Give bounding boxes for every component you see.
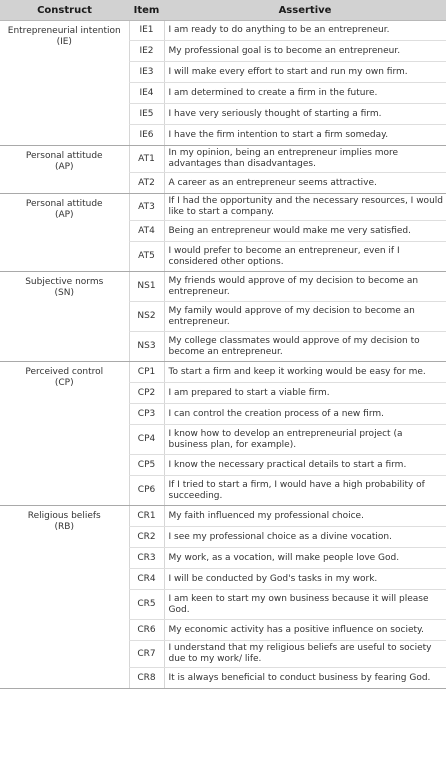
item-code: CP1 xyxy=(129,362,164,383)
assertive-text: I have the firm intention to start a firm someday. xyxy=(164,125,446,146)
construct-name: Perceived control xyxy=(25,367,104,377)
item-code: AT3 xyxy=(129,194,164,221)
item-code: NS3 xyxy=(129,332,164,362)
construct-cell xyxy=(0,146,129,194)
construct-name: Personal attitude xyxy=(25,151,103,161)
item-code: CR4 xyxy=(129,569,164,590)
construct-name: Religious beliefs xyxy=(27,511,101,521)
assertive-text: I have very seriously thought of starting a firm. xyxy=(164,104,446,125)
assertive-text: I am prepared to start a viable firm. xyxy=(164,383,446,404)
construct-cell xyxy=(0,362,129,506)
item-code: CP2 xyxy=(129,383,164,404)
table-row xyxy=(0,194,446,221)
item-code: CP6 xyxy=(129,476,164,506)
construct-name: Personal attitude xyxy=(25,199,103,209)
construct-cell xyxy=(0,194,129,272)
assertive-text: To start a firm and keep it working would be easy for me. xyxy=(164,362,446,383)
table-row xyxy=(0,146,446,173)
item-code: IE5 xyxy=(129,104,164,125)
item-code: IE6 xyxy=(129,125,164,146)
assertive-text: I can control the creation process of a new firm. xyxy=(164,404,446,425)
assertive-text: My college classmates would approve of my decision to become an entrepreneur. xyxy=(164,332,446,362)
item-code: AT4 xyxy=(129,221,164,242)
item-code: CR5 xyxy=(129,590,164,620)
assertive-text: My family would approve of my decision to become an entrepreneur. xyxy=(164,302,446,332)
header-construct: Construct xyxy=(0,0,129,21)
assertive-text: I am determined to create a firm in the future. xyxy=(164,83,446,104)
table-row xyxy=(0,272,446,302)
assertive-text: I will make every effort to start and run my own firm. xyxy=(164,62,446,83)
assertive-text: I will be conducted by God's tasks in my work. xyxy=(164,569,446,590)
header-row xyxy=(0,0,446,21)
construct-name: Entrepreneurial intention xyxy=(7,26,121,36)
assertive-text: A career as an entrepreneur seems attractive. xyxy=(164,173,446,194)
construct-cell xyxy=(0,21,129,146)
assertive-text: It is always beneficial to conduct business by fearing God. xyxy=(164,668,446,689)
assertive-text: Being an entrepreneur would make me very satisfied. xyxy=(164,221,446,242)
item-code: IE2 xyxy=(129,41,164,62)
table-row xyxy=(0,506,446,527)
construct-abbr: (AP) xyxy=(54,210,74,220)
assertive-text: In my opinion, being an entrepreneur implies more advantages than disadvantages. xyxy=(164,146,446,173)
item-code: CR3 xyxy=(129,548,164,569)
construct-cell xyxy=(0,506,129,689)
construct-abbr: (SN) xyxy=(54,288,74,298)
assertive-text: I understand that my religious beliefs are useful to society due to my work/ life. xyxy=(164,641,446,668)
item-code: IE1 xyxy=(129,21,164,41)
construct-abbr: (IE) xyxy=(56,37,72,47)
construct-name: Subjective norms xyxy=(25,277,104,287)
item-code: CR6 xyxy=(129,620,164,641)
assertive-text: I would prefer to become an entrepreneur, even if I considered other options. xyxy=(164,242,446,272)
assertive-text: If I had the opportunity and the necessary resources, I would like to start a company. xyxy=(164,194,446,221)
assertive-text: My professional goal is to become an entrepreneur. xyxy=(164,41,446,62)
construct-cell xyxy=(0,272,129,362)
assertive-text: If I tried to start a firm, I would have a high probability of succeeding. xyxy=(164,476,446,506)
item-code: CR8 xyxy=(129,668,164,689)
table-row xyxy=(0,21,446,41)
item-code: CR2 xyxy=(129,527,164,548)
construct-abbr: (CP) xyxy=(54,378,74,388)
item-code: CP4 xyxy=(129,425,164,455)
item-code: CP3 xyxy=(129,404,164,425)
assertive-text: My work, as a vocation, will make people love God. xyxy=(164,548,446,569)
header-item: Item xyxy=(129,0,164,21)
construct-abbr: (RB) xyxy=(54,522,74,532)
header-assertive: Assertive xyxy=(164,0,446,21)
item-code: AT5 xyxy=(129,242,164,272)
item-code: IE4 xyxy=(129,83,164,104)
table-row xyxy=(0,362,446,383)
assertive-text: My friends would approve of my decision to become an entrepreneur. xyxy=(164,272,446,302)
item-code: IE3 xyxy=(129,62,164,83)
table-body xyxy=(0,21,446,689)
item-code: AT1 xyxy=(129,146,164,173)
construct-abbr: (AP) xyxy=(54,162,74,172)
item-code: NS2 xyxy=(129,302,164,332)
assertive-text: I know the necessary practical details to start a firm. xyxy=(164,455,446,476)
assertive-text: I know how to develop an entrepreneurial project (a business plan, for example). xyxy=(164,425,446,455)
item-code: AT2 xyxy=(129,173,164,194)
item-code: NS1 xyxy=(129,272,164,302)
assertive-text: My faith influenced my professional choice. xyxy=(164,506,446,527)
item-code: CP5 xyxy=(129,455,164,476)
assertive-text: I see my professional choice as a divine vocation. xyxy=(164,527,446,548)
assertive-text: I am ready to do anything to be an entrepreneur. xyxy=(164,21,446,41)
item-code: CR7 xyxy=(129,641,164,668)
assertive-text: I am keen to start my own business because it will please God. xyxy=(164,590,446,620)
item-code: CR1 xyxy=(129,506,164,527)
assertive-text: My economic activity has a positive influence on society. xyxy=(164,620,446,641)
